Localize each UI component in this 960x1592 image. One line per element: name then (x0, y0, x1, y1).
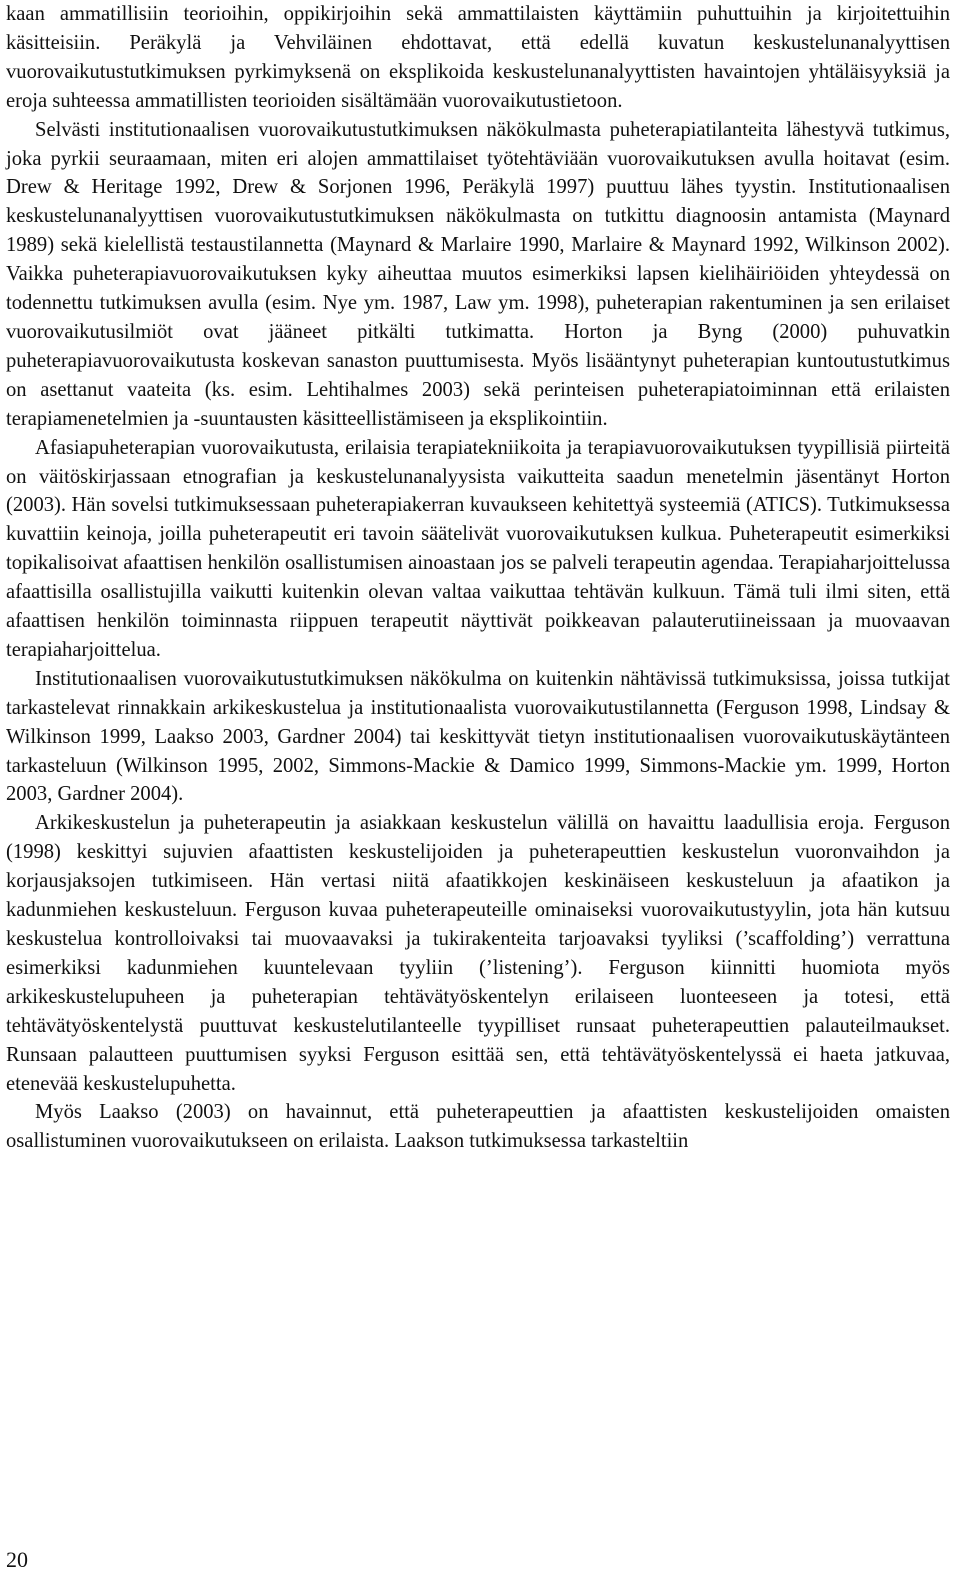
paragraph-5: Arkikeskustelun ja puheterapeutin ja asiakkaan keskustelun välillä on havaittu laadullisia eroja. Ferguson (1998) keskittyi sujuvien afaattisten keskustelijoiden ja puheterapeuttien keskustelun vuoronvaihdon ja korjausjaksojen tutkimiseen. Hän vertasi niitä afaatikkojen keskinäiseen keskusteluun ja afaatikon ja kadunmiehen keskusteluun. Ferguson kuvaa puheterapeuteille ominaiseksi vuorovaikutustyylin, jota hän kutsuu keskustelua kontrolloivaksi tai muovaavaksi ja tukirakenteita tarjoavaksi tyyliksi (’scaffolding’) verrattuna esimerkiksi kadunmiehen kuuntelevaan tyyliin (’listening’). Ferguson kiinnitti huomiota myös arkikeskustelupuheen ja puheterapian tehtävätyöskentelyn erilaiseen luonteeseen ja totesi, että tehtävätyöskentelystä puuttuvat keskustelutilanteelle tyypilliset runsaat puheterapeuttien palauteilmaukset. Runsaan palautteen puuttumisen syyksi Ferguson esittää sen, että tehtävätyöskentelyssä ei haeta jatkuvaa, etenevää keskustelupuhetta. (6, 812, 950, 1095)
paragraph-6: Myös Laakso (2003) on havainnut, että puheterapeuttien ja afaattisten keskustelijoiden omaisten osallistuminen vuorovaikutukseen on erilaista. Laakson tutkimuksessa tarkasteltiin (6, 1101, 950, 1153)
document-body (6, 0, 950, 1156)
paragraph-1: kaan ammatillisiin teorioihin, oppikirjoihin sekä ammattilaisten käyttämiin puhuttuihin ja kirjoitettuihin käsitteisiin. Peräkylä ja Vehviläinen ehdottavat, että edellä kuvatun keskustelunanalyyttisen vuorovaikutustutkimuksen pyrkimyksenä on eksplikoida keskustelunanalyyttisten havaintojen yhtäläisyyksiä ja eroja suhteessa ammatillisten teorioiden sisältämään vuorovaikutustietoon. (6, 3, 950, 112)
paragraph-2: Selvästi institutionaalisen vuorovaikutustutkimuksen näkökulmasta puheterapiatilanteita lähestyvä tutkimus, joka pyrkii seuraamaan, miten eri alojen ammattilaiset työtehtäviään vuorovaikutuksen avulla hoitavat (esim. Drew & Heritage 1992, Drew & Sorjonen 1996, Peräkylä 1997) puuttuu lähes tyystin. Institutionaalisen keskustelunanalyyttisen vuorovaikutustutkimuksen näkökulmasta on tutkittu diagnoosin antamista (Maynard 1989) sekä kielellistä testaustilannetta (Maynard & Marlaire 1990, Marlaire & Maynard 1992, Wilkinson 2002). Vaikka puheterapiavuorovaikutuksen kyky aiheuttaa muutos esimerkiksi lapsen kielihäiriöiden yhteydessä on todennettu tutkimuksen avulla (esim. Nye ym. 1987, Law ym. 1998), puheterapian rakentuminen ja sen erilaiset vuorovaikutusilmiöt ovat jääneet pitkälti tutkimatta. Horton ja Byng (2000) puhuvatkin puheterapiavuorovaikutusta koskevan sanaston puuttumisesta. Myös lisääntynyt puheterapian kuntoutustutkimus on asettanut vaateita (ks. esim. Lehtihalmes 2003) sekä perinteisen puheterapiatoiminnan että erilaisten terapiamenetelmien ja -suuntausten käsitteellistämiseen ja eksplikointiin. (6, 118, 950, 430)
paragraph-3: Afasiapuheterapian vuorovaikutusta, erilaisia terapiatekniikoita ja terapiavuorovaikutuksen tyypillisiä piirteitä on väitöskirjassaan etnografian ja keskustelunanalyysista vaikutteita saadun menetelmin jäsentänyt Horton (2003). Hän sovelsi tutkimuksessaan puheterapiakerran kuvaukseen kehitettyä systeemiä (ATICS). Tutkimuksessa kuvattiin keinoja, joilla puheterapeutit eri tavoin säätelivät vuorovaikutuksen kulkua. Puheterapeutit esimerkiksi topikalisoivat afaattisen henkilön osallistumisen ainoastaan jos se palveli terapeutin agendaa. Terapiaharjoittelussa afaattisilla osallistujilla vaikutti kuitenkin olevan valtaa vaikuttaa tehtävän kulkuun. Tämä tuli ilmi siten, että afaattisen henkilön toiminnasta riippuen terapeutit näyttivät poikkeavan palauterutiineissaan ja muovaavan terapiaharjoittelua. (6, 436, 950, 661)
paragraph-4: Institutionaalisen vuorovaikutustutkimuksen näkökulma on kuitenkin nähtävissä tutkimuksissa, joissa tutkijat tarkastelevat rinnakkain arkikeskustelua ja institutionaalista vuorovaikutustilannetta (Ferguson 1998, Lindsay & Wilkinson 1999, Laakso 2003, Gardner 2004) tai keskittyvät tietyn institutionaalisen vuorovaikutuskäytänteen tarkasteluun (Wilkinson 1995, 2002, Simmons-Mackie & Damico 1999, Simmons-Mackie ym. 1999, Horton 2003, Gardner 2004). (6, 667, 950, 806)
page-number: 20 (6, 1547, 28, 1572)
